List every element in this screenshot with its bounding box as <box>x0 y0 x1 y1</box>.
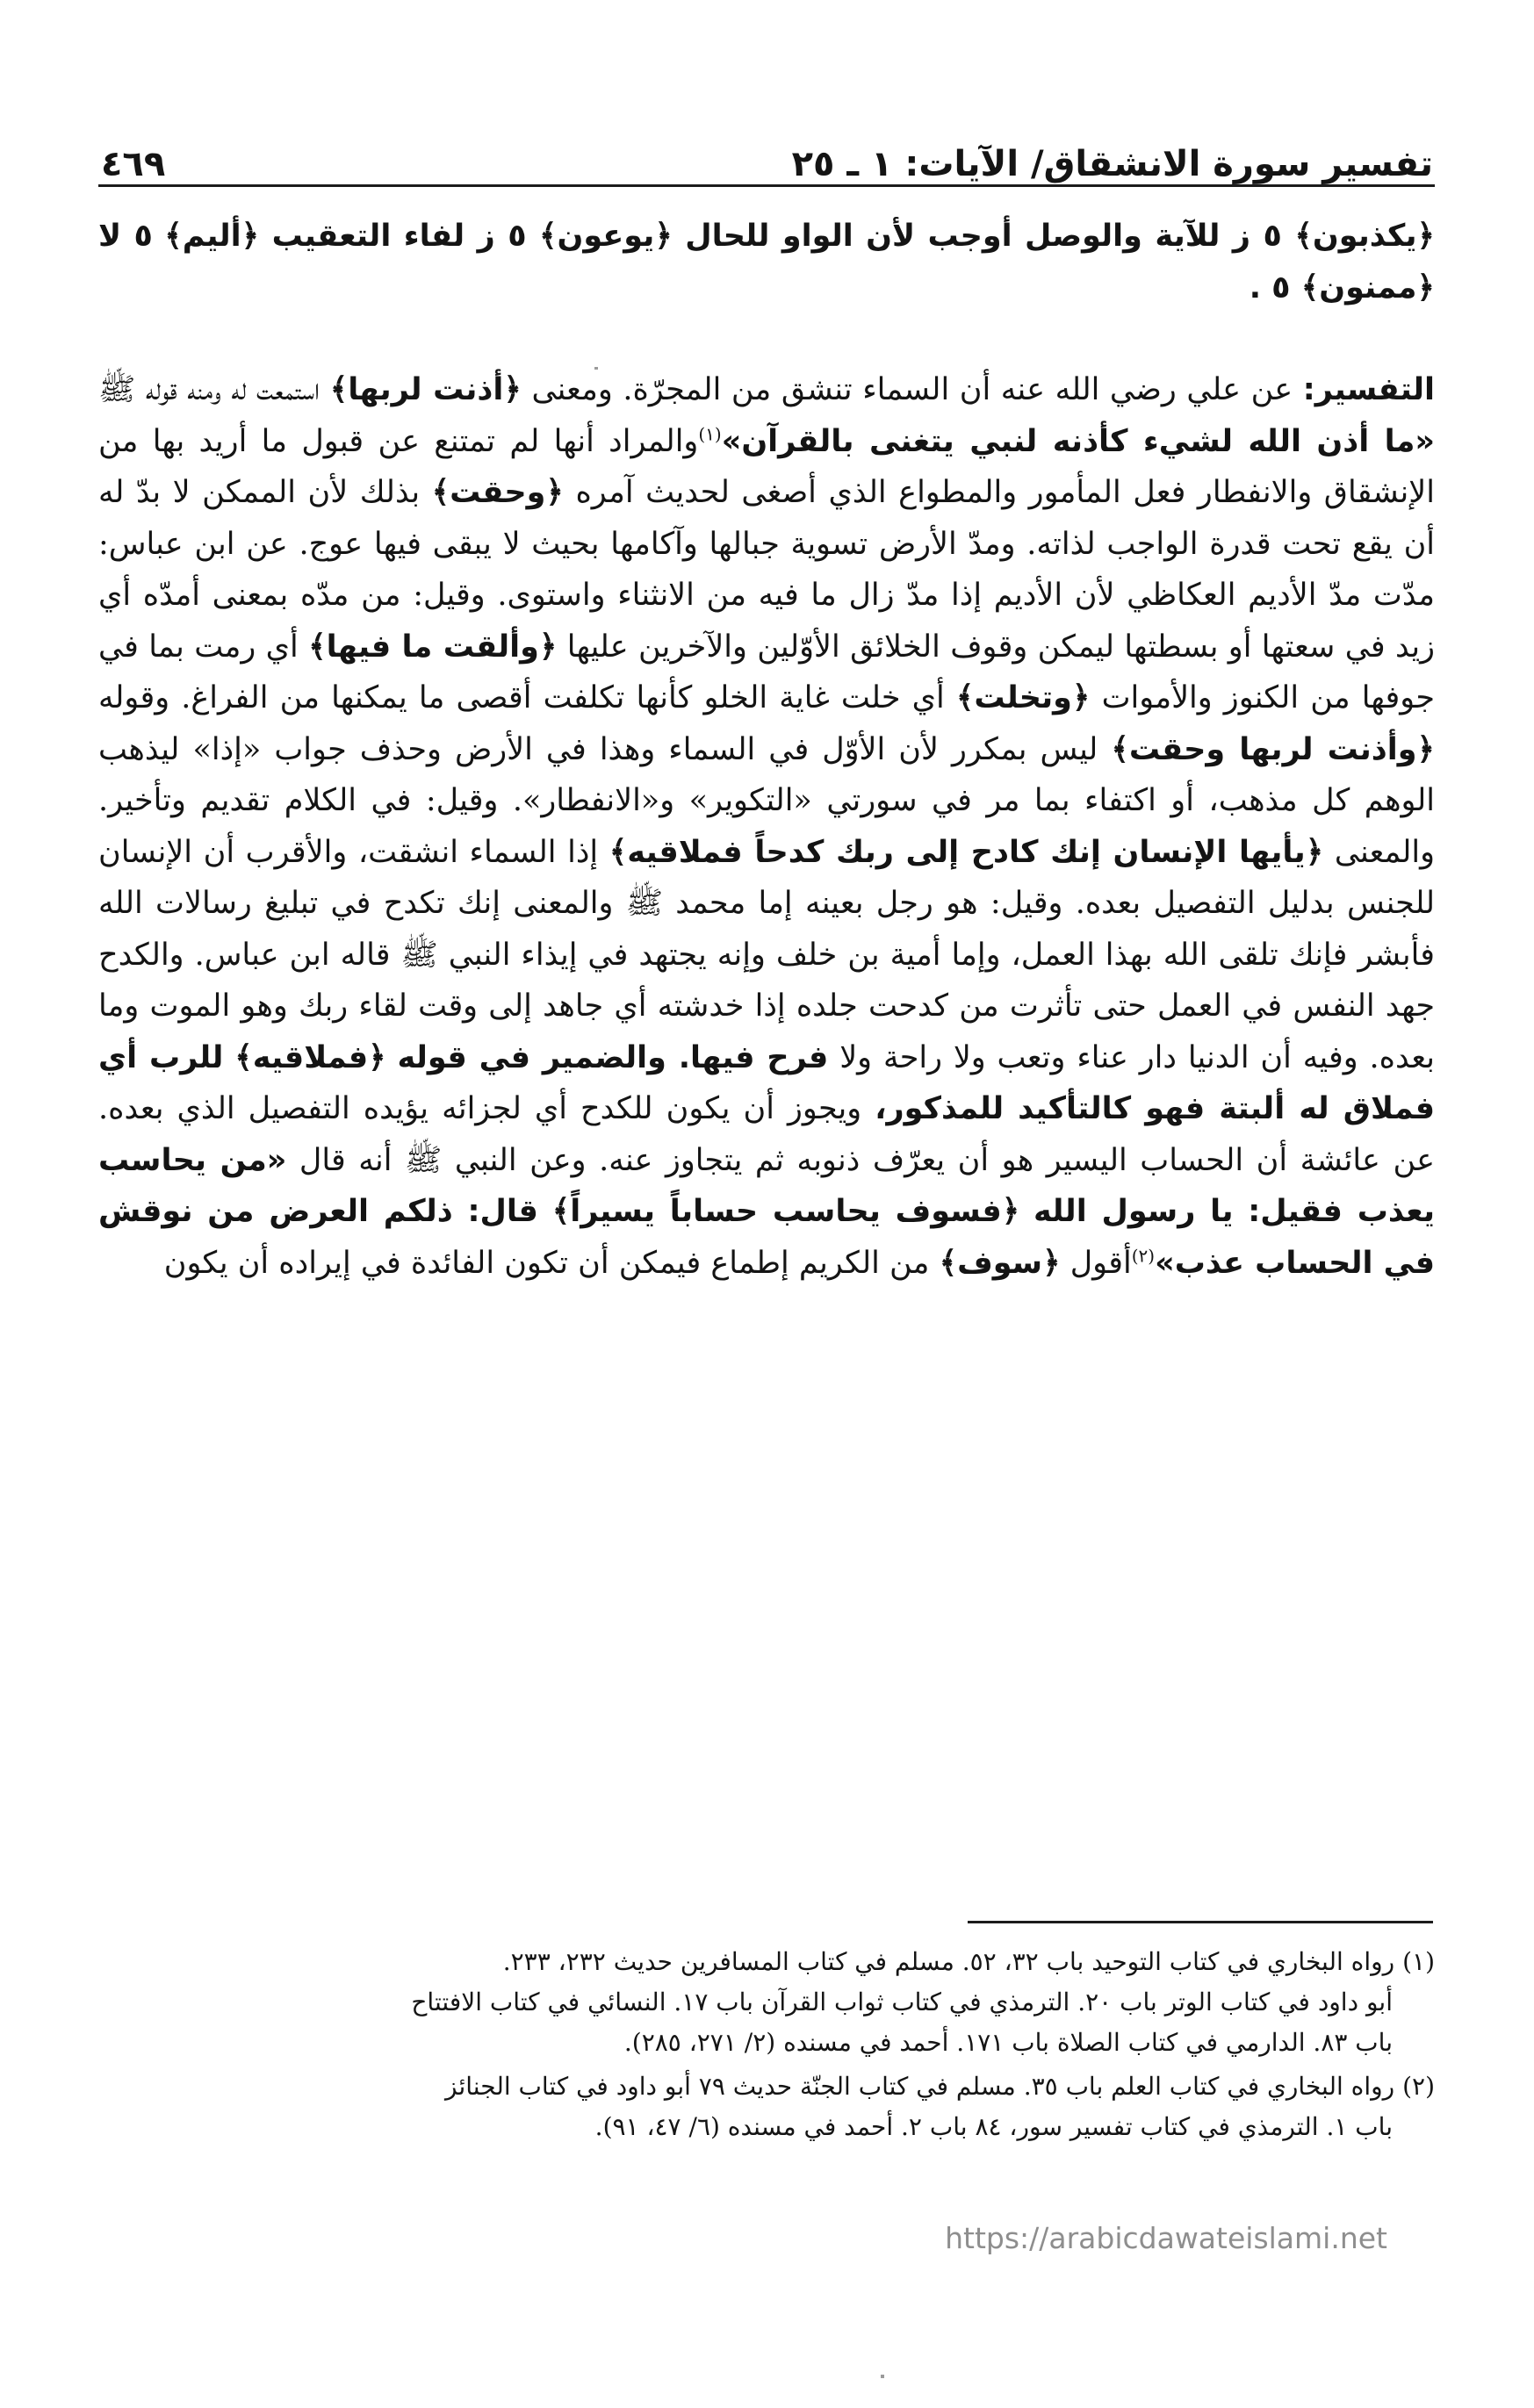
footnote-number: (١) <box>1402 1947 1435 1976</box>
quran-quote: ﴿وحقت﴾ <box>431 475 564 510</box>
footnote-ref-1[interactable]: (١) <box>698 422 722 444</box>
scan-speck <box>881 2375 884 2378</box>
hadith-quote: «من يحاسب يعذب فقيل: يا رسول الله <box>98 1142 1435 1229</box>
quran-quote: ﴿وألقت ما فيها﴾ <box>308 629 558 665</box>
bold-commentary: فرح فيها. والضمير في قوله <box>397 1039 829 1075</box>
main-text <box>98 211 1435 1289</box>
waqf-line-1: ﴿يكذبون﴾ ٥ ز للآية والوصل أوجب لأن الواو للحال ﴿يوعون﴾ ٥ ز لفاء التعقيب ﴿أليم﴾ <box>164 219 1436 254</box>
waqf-line-2: ٥ لا ﴿ممنون﴾ ٥ . <box>98 219 1435 305</box>
header-rule <box>98 184 1435 187</box>
quran-quote: ﴿فملاقيه﴾ <box>234 1039 386 1075</box>
page-number: ٤٦٩ <box>101 144 166 184</box>
footnote-number: (٢) <box>1402 2072 1435 2101</box>
footnotes <box>98 1942 1435 2151</box>
footnote-2: (٢) رواه البخاري في كتاب العلم باب ٣٥. مسلم في كتاب الجنّة حديث ٧٩ أبو داود في كتاب الجنائز باب ١. الترمذي في كتاب تفسير سور، ٨٤ باب ٢. أحمد في مسنده (٦/ ٤٧، ٩١). <box>445 2072 1435 2141</box>
footnote-rule <box>968 1921 1433 1923</box>
quran-quote: ﴿يأيها الإنسان إنك كادح إلى ربك كدحاً فملاقيه﴾ <box>609 834 1324 870</box>
quran-quote: ﴿سوف﴾ <box>939 1245 1061 1281</box>
running-title: تفسير سورة الانشقاق/ الآيات: ١ ـ ٢٥ <box>791 144 1433 184</box>
page-header <box>101 130 1433 184</box>
waqf-notes <box>98 211 1435 313</box>
tafsir-paragraph: التفسير: عن علي رضي الله عنه أن السماء تنشق من المجرّة. ومعنى ﴿أذنت لربها﴾ استمعت له ومنه قوله ﷺ «ما أذن الله لشيء كأذنه لنبي يتغنى بالقرآن»$^{(١)}$والمراد أنها لم تمتنع عن قبول ما أريد بها من الإنشقاق والانفطار فعل المأمور والمطواع الذي أصغى لحديث آمره ﴿وحقت﴾ بذلك لأن الممكن لا بدّ له أن يقع تحت قدرة الواجب لذاته. ومدّ الأرض تسوية جبالها وآكامها بحيث لا يبقى فيها عوج. عن ابن عباس: مدّت مدّ الأديم العكاظي لأن الأديم إذا مدّ زال ما فيه من الانثناء واستوى. وقيل: من مدّه بمعنى أمدّه أي زيد في سعتها أو بسطتها ليمكن وقوف الخلائق الأوّلين والآخرين عليها ﴿وألقت ما فيها﴾ أي رمت بما في جوفها من الكنوز والأموات ﴿وتخلت﴾ أي خلت غاية الخلو كأنها تكلفت أقصى ما يمكنها من الفراغ. وقوله ﴿وأذنت لربها وحقت﴾ ليس بمكرر لأن الأوّل في السماء وهذا في الأرض وحذف جواب «إذا» ليذهب الوهم كل مذهب، أو اكتفاء بما مر في سورتي «التكوير» و«الانفطار». وقيل: في الكلام تقديم وتأخير. والمعنى ﴿يأيها الإنسان إنك كادح إلى ربك كدحاً فملاقيه﴾ إذا السماء انشقت، والأقرب أن الإنسان للجنس بدليل التفصيل بعده. وقيل: هو رجل بعينه إما محمد ﷺ والمعنى إنك تكدح في تبليغ رسالات الله فأبشر فإنك تلقى الله بهذا العمل، وإما أمية بن خلف وإنه يجتهد في إيذاء النبي ﷺ قاله ابن عباس. والكدح جهد النفس في العمل حتى تأثرت من كدحت جلده إذا خدشته أي جاهد إلى وقت لقاء ربك وهو الموت وما بعده. وفيه أن الدنيا دار عناء وتعب ولا راحة ولا فرح فيها. والضمير في قوله ﴿فملاقيه﴾ للرب أي فملاق له ألبتة فهو كالتأكيد للمذكور، ويجوز أن يكون للكدح أي لجزائه يؤيده التفصيل الذي بعده. عن عائشة أن الحساب اليسير هو أن يعرّف ذنوبه ثم يتجاوز عنه. وعن النبي ﷺ أنه قال «من يحاسب يعذب فقيل: يا رسول الله ﴿فسوف يحاسب حساباً يسيراً﴾ قال: ذلكم العرض من نوقش في الحساب عذب»$^{(٢)}$أقول ﴿سوف﴾ من الكريم إطماع فيمكن أن تكون الفائدة في إيراده أن يكون <box>98 372 1435 1281</box>
footnote-1: (١) رواه البخاري في كتاب التوحيد باب ٣٢، ٥٢. مسلم في كتاب المسافرين حديث ٢٣٢، ٢٣٣. أبو داود في كتاب الوتر باب ٢٠. الترمذي في كتاب ثواب القرآن باب ١٧. النسائي في كتاب الافتتاح باب ٨٣. الدارمي في كتاب الصلاة باب ١٧١. أحمد في مسنده (٢/ ٢٧١، ٢٨٥). <box>411 1947 1435 2057</box>
hadith-quote: قال: ذلكم العرض من نوقش في الحساب عذب» <box>98 1194 1435 1281</box>
bold-commentary: للرب أي فملاق له ألبتة فهو كالتأكيد للمذكور، <box>98 1039 1435 1126</box>
footnote-ref-2[interactable]: (٢) <box>1131 1244 1156 1266</box>
quran-quote: ﴿أذنت لربها﴾ <box>329 372 522 407</box>
quran-quote: ﴿فسوف يحاسب حساباً يسيراً﴾ <box>551 1194 1020 1229</box>
scan-speck <box>594 367 598 370</box>
watermark-url: https://arabicdawateislami.net <box>945 2221 1387 2255</box>
quran-quote: ﴿وأذنت لربها وحقت﴾ <box>1111 731 1435 767</box>
hadith-quote: «ما أذن الله لشيء كأذنه لنبي يتغنى بالقرآن» <box>721 423 1435 459</box>
tafsir-label: التفسير: <box>1302 372 1435 407</box>
quran-quote: ﴿وتخلت﴾ <box>955 680 1091 715</box>
